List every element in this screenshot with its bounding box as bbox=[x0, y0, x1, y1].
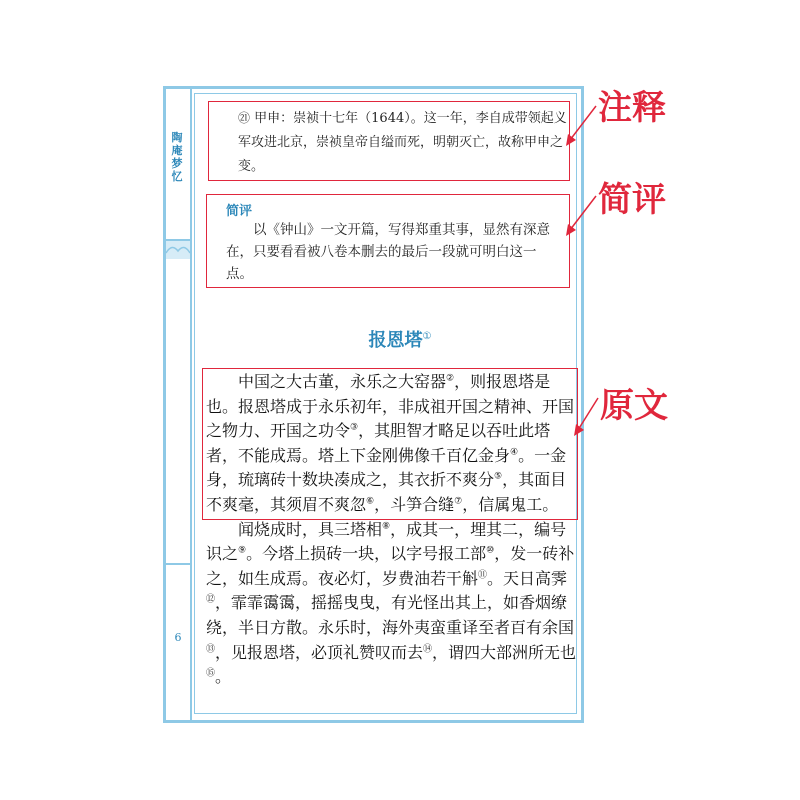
annotation-marker: ㉑ bbox=[238, 111, 251, 125]
article-text-segment: ，谓四大部洲所无也 bbox=[432, 642, 577, 662]
article-title-text: 报恩塔 bbox=[368, 330, 423, 351]
footnote-marker: ⑪ bbox=[478, 570, 488, 581]
review-body: 以《钟山》一文开篇，写得郑重其事，显然有深意在，只要看看被八卷本删去的最后一段就可明白这一点。 bbox=[226, 222, 550, 282]
article-text-segment: ，斗笋合缝 bbox=[374, 494, 455, 514]
book-title-vertical: 陶庵梦忆 bbox=[171, 131, 183, 183]
sidebar-divider bbox=[166, 563, 190, 565]
review-callout-label: 简评 bbox=[598, 180, 666, 220]
footnote-marker: ⑨ bbox=[238, 545, 247, 556]
footnote-marker: ④ bbox=[510, 447, 519, 458]
article-text-segment: 。 bbox=[215, 667, 232, 687]
article-title-note: ① bbox=[422, 331, 432, 342]
footnote-marker: ⑩ bbox=[486, 545, 495, 556]
footnote-marker: ⑧ bbox=[382, 521, 391, 532]
article-text-segment: 。天日高霁 bbox=[487, 568, 568, 588]
footnote-marker: ⑮ bbox=[206, 668, 216, 679]
article-title bbox=[200, 326, 600, 352]
article-text-segment: ，其胆智才略足以吞吐此塔者，不能成焉。塔上下金刚佛像千百亿金身 bbox=[206, 421, 551, 465]
footnote-marker: ② bbox=[446, 373, 455, 384]
article-text-segment: 中国之大古董，永乐之大窑器 bbox=[238, 372, 447, 391]
article-text-segment: 。一金身，琉璃砖十数块凑成之，其衣折不爽分 bbox=[206, 445, 567, 490]
cloud-pattern-icon bbox=[166, 241, 190, 259]
original-callout-label: 原文 bbox=[600, 386, 668, 426]
article-text-segment: ，霏霏霭霭，摇摇曳曳，有光怪出其上，如香烟缭绕，半日方散。永乐时，海外夷蛮重译至者百有余国 bbox=[206, 593, 575, 637]
page-number: 6 bbox=[174, 631, 182, 644]
annotation-callout-label: 注释 bbox=[598, 88, 666, 128]
article-text-segment: ，其面目不爽毫，其须眉不爽忽 bbox=[206, 470, 567, 514]
annotation-highlight-box bbox=[208, 101, 570, 181]
annotation-arrow-icon bbox=[560, 100, 600, 150]
article-text-segment: ，见报恩塔，必顶礼赞叹而去 bbox=[215, 642, 424, 662]
original-text-highlight-box bbox=[202, 368, 578, 520]
review-title: 简评 bbox=[226, 204, 253, 219]
article-text-segment: ，信属鬼工。 bbox=[462, 494, 559, 514]
footnote-marker: ⑥ bbox=[366, 496, 375, 507]
article-paragraph-2 bbox=[206, 518, 578, 690]
article-text-segment: ，成其一，埋其二，编号识之 bbox=[206, 519, 567, 564]
annotation-text: 甲申：崇祯十七年（1644）。这一年，李自成带领起义军攻进北京，崇祯皇帝自缢而死，明朝灭亡，故称甲申之变。 bbox=[238, 111, 567, 174]
review-arrow-icon bbox=[560, 190, 600, 240]
article-text-segment: 闻烧成时，具三塔相 bbox=[238, 519, 383, 539]
article-text-segment: 。今塔上损砖一块，以字号报工部 bbox=[246, 544, 487, 564]
footnote-marker: ③ bbox=[350, 422, 359, 433]
footnote-marker: ⑦ bbox=[454, 496, 463, 507]
sidebar-decoration bbox=[166, 241, 190, 259]
footnote-marker: ⑫ bbox=[206, 595, 216, 606]
article-text-segment: ，发一砖补之，如生成焉。夜必灯，岁费油若干斛 bbox=[206, 544, 575, 588]
footnote-marker: ⑭ bbox=[423, 644, 433, 655]
footnote-marker: ⑬ bbox=[206, 644, 216, 655]
footnote-marker: ⑤ bbox=[494, 472, 503, 483]
page-sidebar bbox=[166, 89, 192, 720]
review-highlight-box bbox=[206, 194, 570, 288]
article-text-segment: ，则报恩塔是也。报恩塔成于永乐初年，非成祖开国之精神、开国之物力、开国之功令 bbox=[206, 372, 575, 441]
